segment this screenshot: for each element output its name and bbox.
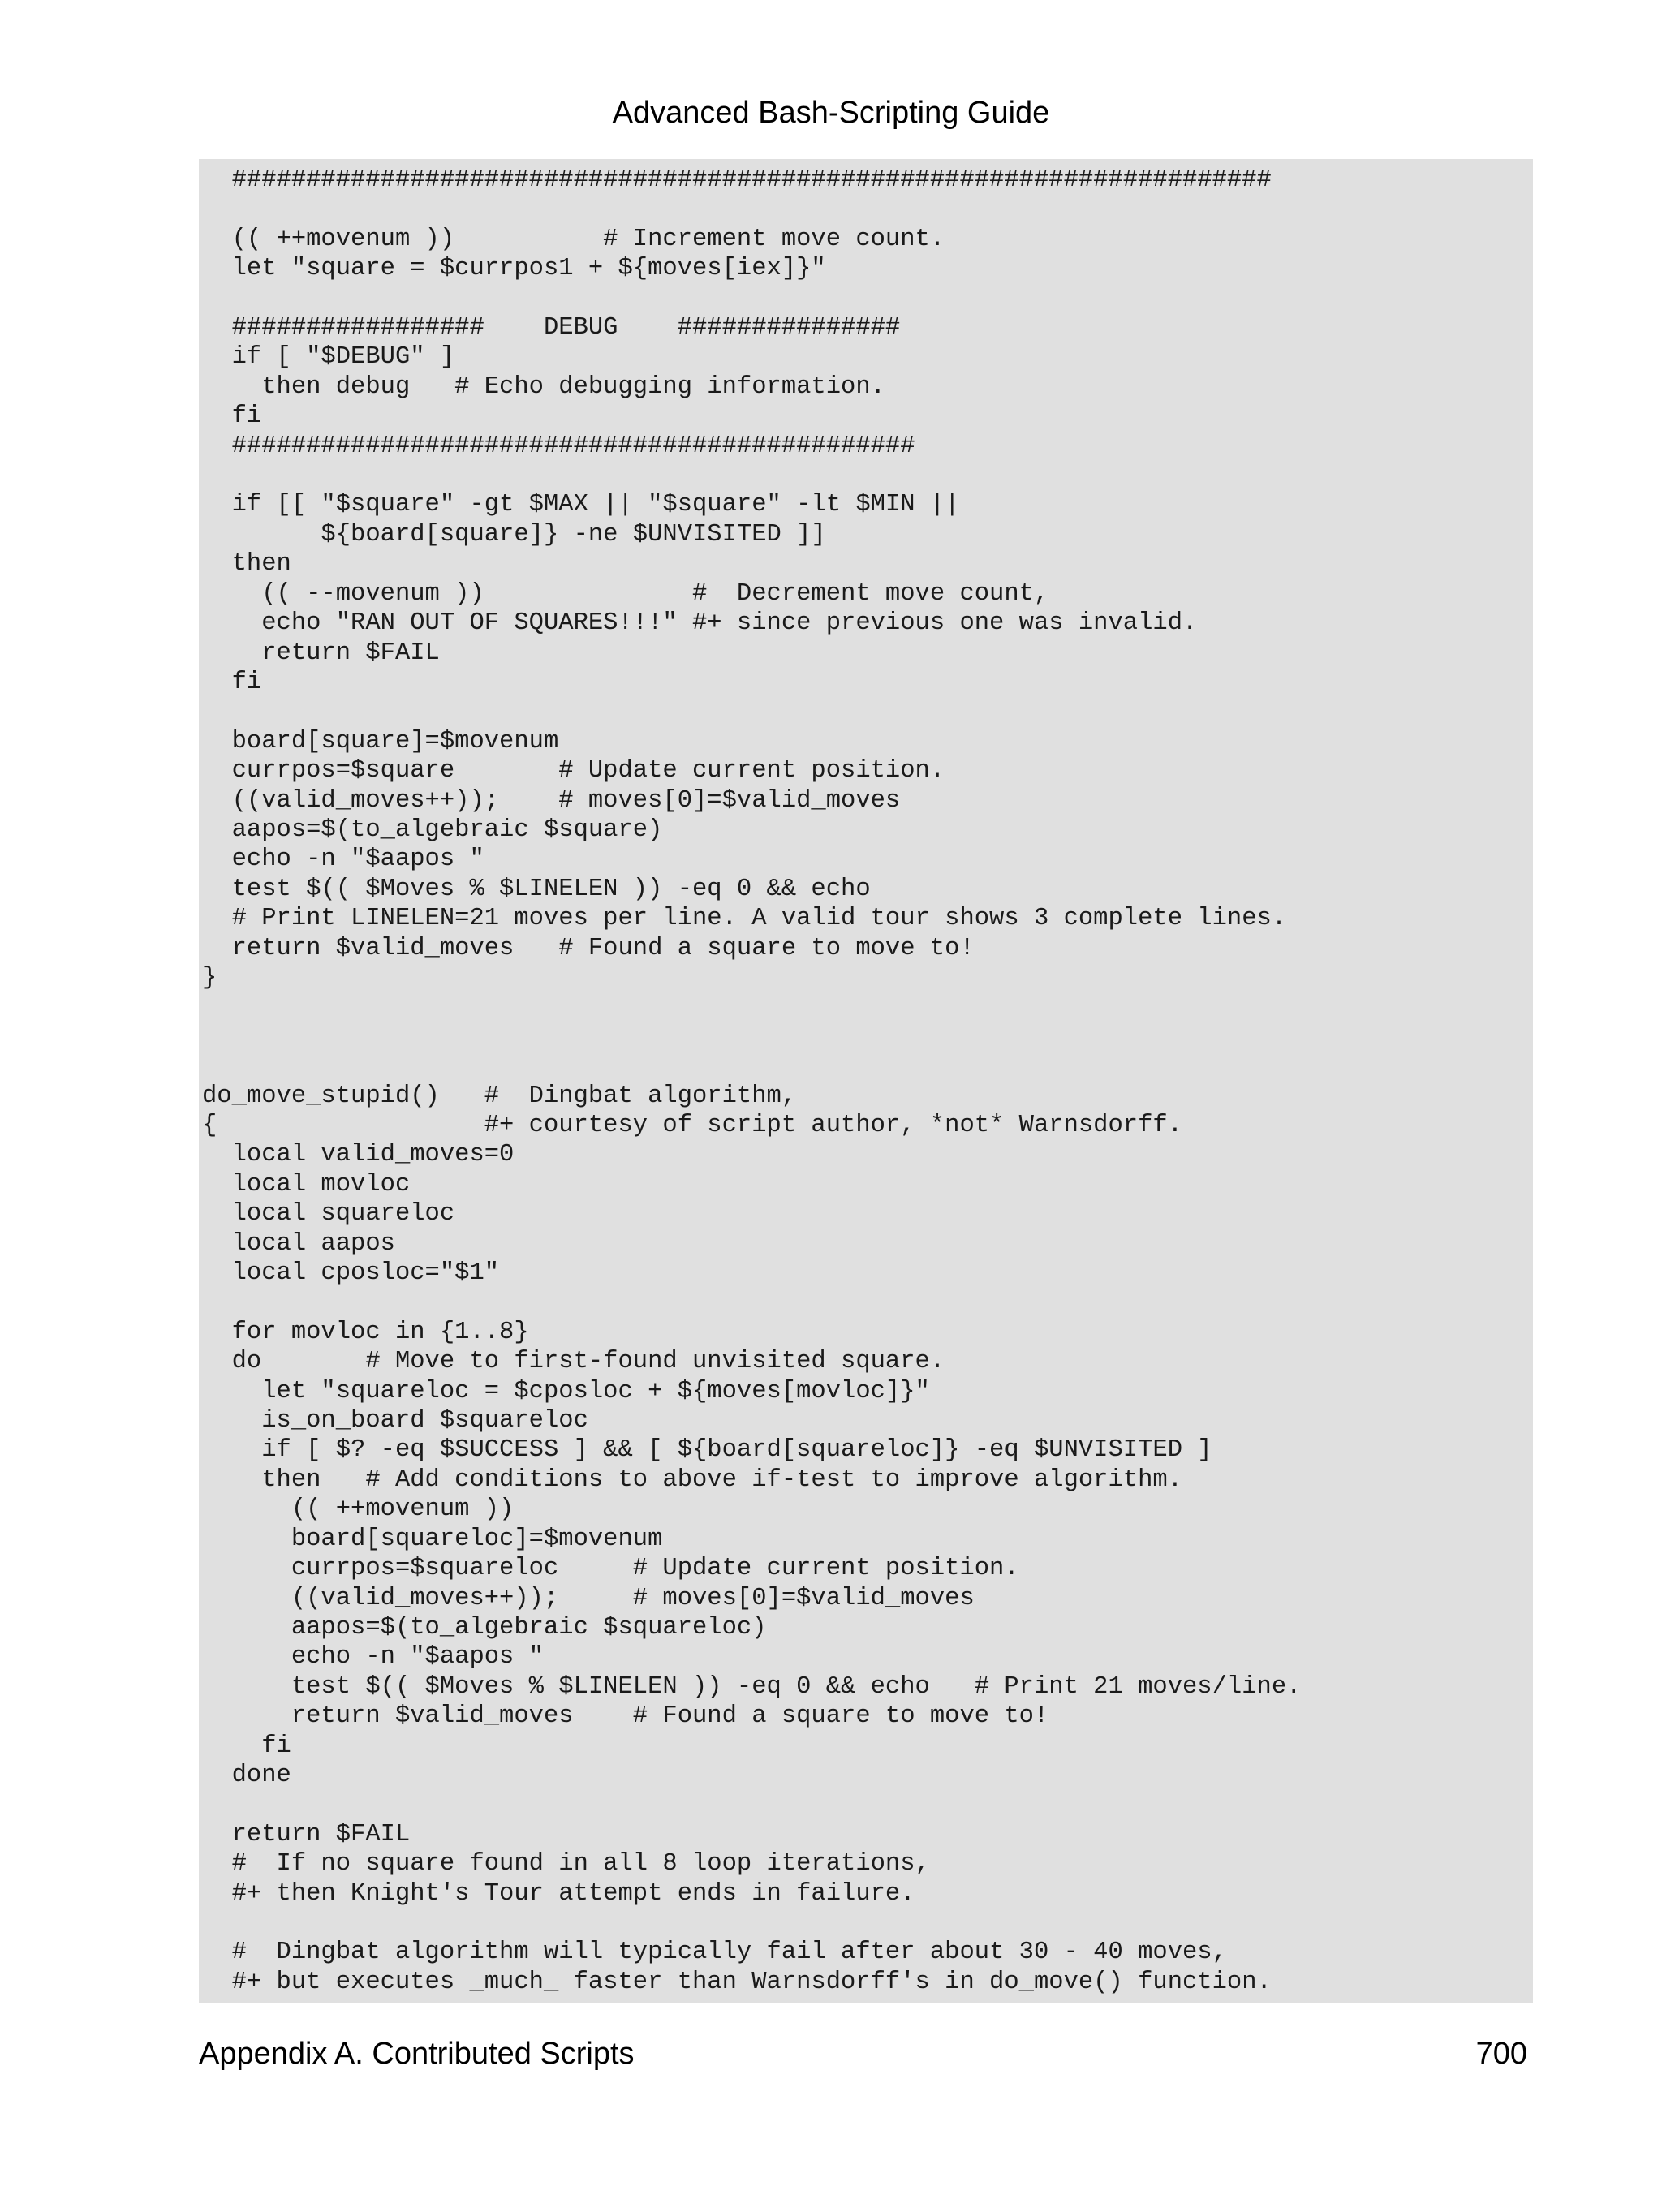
page-header-title: Advanced Bash-Scripting Guide [612, 96, 1050, 130]
footer-page-number: 700 [1475, 2037, 1527, 2071]
code-listing: ###################################################################### (( ++movenum )) # Increment move count. let "square = $currpos1 + ${moves[iex]}" ################# DEBUG ############### if [ "$DEBUG" ] then debug # Echo debugging information. fi ############################################## if [[ "$square" -gt $MAX || "$square" -lt $MIN || ${board[square]} -ne $UNVISITED ]] then (( --movenum )) # Decrement move count, echo "RAN OUT OF SQUARES!!!" #+ since previous one was invalid. return $FAIL fi board[square]=$movenum currpos=$square # Update current position. ((valid_moves++)); # moves[0]=$valid_moves aapos=$(to_algebraic $square) echo -n "$aapos " test $(( $Moves % $LINELEN )) -eq 0 && echo # Print LINELEN=21 moves per line. A valid tour shows 3 complete lines. return $valid_moves # Found a square to move to! } do_move_stupid() # Dingbat algorithm, { #+ courtesy of script author, *not* Warnsdorff. local valid_moves=0 local movloc local squareloc local aapos local cposloc="$1" for movloc in {1..8} do # Move to first-found unvisited square. let "squareloc = $cposloc + ${moves[movloc]}" is_on_board $squareloc if [ $? -eq $SUCCESS ] && [ ${board[squareloc]} -eq $UNVISITED ] then # Add conditions to above if-test to improve algorithm. (( ++movenum )) board[squareloc]=$movenum currpos=$squareloc # Update current position. ((valid_moves++)); # moves[0]=$valid_moves aapos=$(to_algebraic $squareloc) echo -n "$aapos " test $(( $Moves % $LINELEN )) -eq 0 && echo # Print 21 moves/line. return $valid_moves # Found a square to move to! fi done return $FAIL # If no square found in all 8 loop iterations, #+ then Knight's Tour attempt ends in failure. # Dingbat algorithm will typically fail after about 30 - 40 moves, #+ but executes _much_ faster than Warnsdorff's in do_move() function. [202, 166, 1302, 1996]
footer-section-title: Appendix A. Contributed Scripts [199, 2037, 635, 2071]
code-block [199, 159, 1533, 2003]
